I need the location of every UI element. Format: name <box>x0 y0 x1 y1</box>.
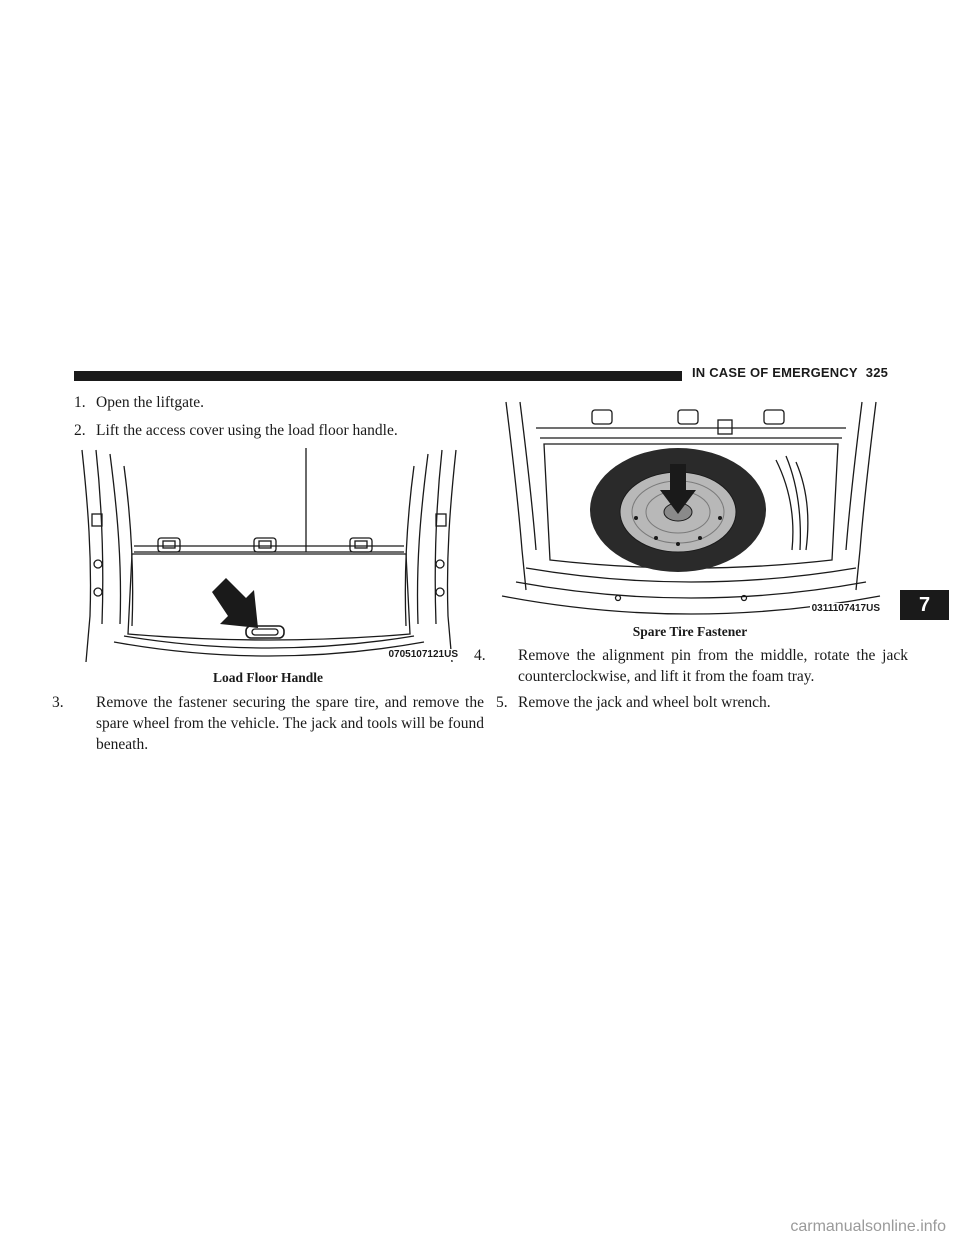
step-1 <box>74 392 459 413</box>
figure-id: 0311107417US <box>811 603 880 614</box>
watermark: carmanualsonline.info <box>790 1218 946 1235</box>
step-3 <box>52 692 484 755</box>
step-number: 1. <box>74 394 86 411</box>
step-text: Open the liftgate. <box>96 394 205 411</box>
spare-tire-illustration <box>496 400 886 618</box>
figure-caption: Load Floor Handle <box>212 670 324 685</box>
step-number: 5. <box>496 694 508 711</box>
figure-caption: Spare Tire Fastener <box>632 624 748 639</box>
step-2 <box>74 420 459 441</box>
section-title: IN CASE OF EMERGENCY <box>692 365 858 380</box>
chapter-tab: 7 <box>900 590 949 620</box>
load-floor-handle-figure <box>74 446 464 664</box>
step-number: 2. <box>74 422 86 439</box>
page-number: 325 <box>865 365 889 380</box>
step-text: Remove the jack and wheel bolt wrench. <box>518 694 771 711</box>
step-number: 4. <box>474 647 486 664</box>
page-header <box>692 365 888 380</box>
figure-id: 0705107121US <box>388 649 458 660</box>
step-text: Remove the fastener securing the spare tire, and remove the spare wheel from the vehicle. The jack and tools will be found beneath. <box>96 694 484 753</box>
step-5 <box>496 692 886 713</box>
arrow-icon <box>212 578 258 628</box>
step-4 <box>474 645 908 687</box>
step-text: Lift the access cover using the load floor handle. <box>96 422 398 439</box>
step-text: Remove the alignment pin from the middle, rotate the jack counterclockwise, and lift it from the foam tray. <box>518 647 908 685</box>
header-rule <box>74 371 682 381</box>
step-number: 3. <box>52 694 64 711</box>
cargo-area-illustration <box>74 446 464 664</box>
spare-tire-fastener-figure <box>496 400 886 618</box>
